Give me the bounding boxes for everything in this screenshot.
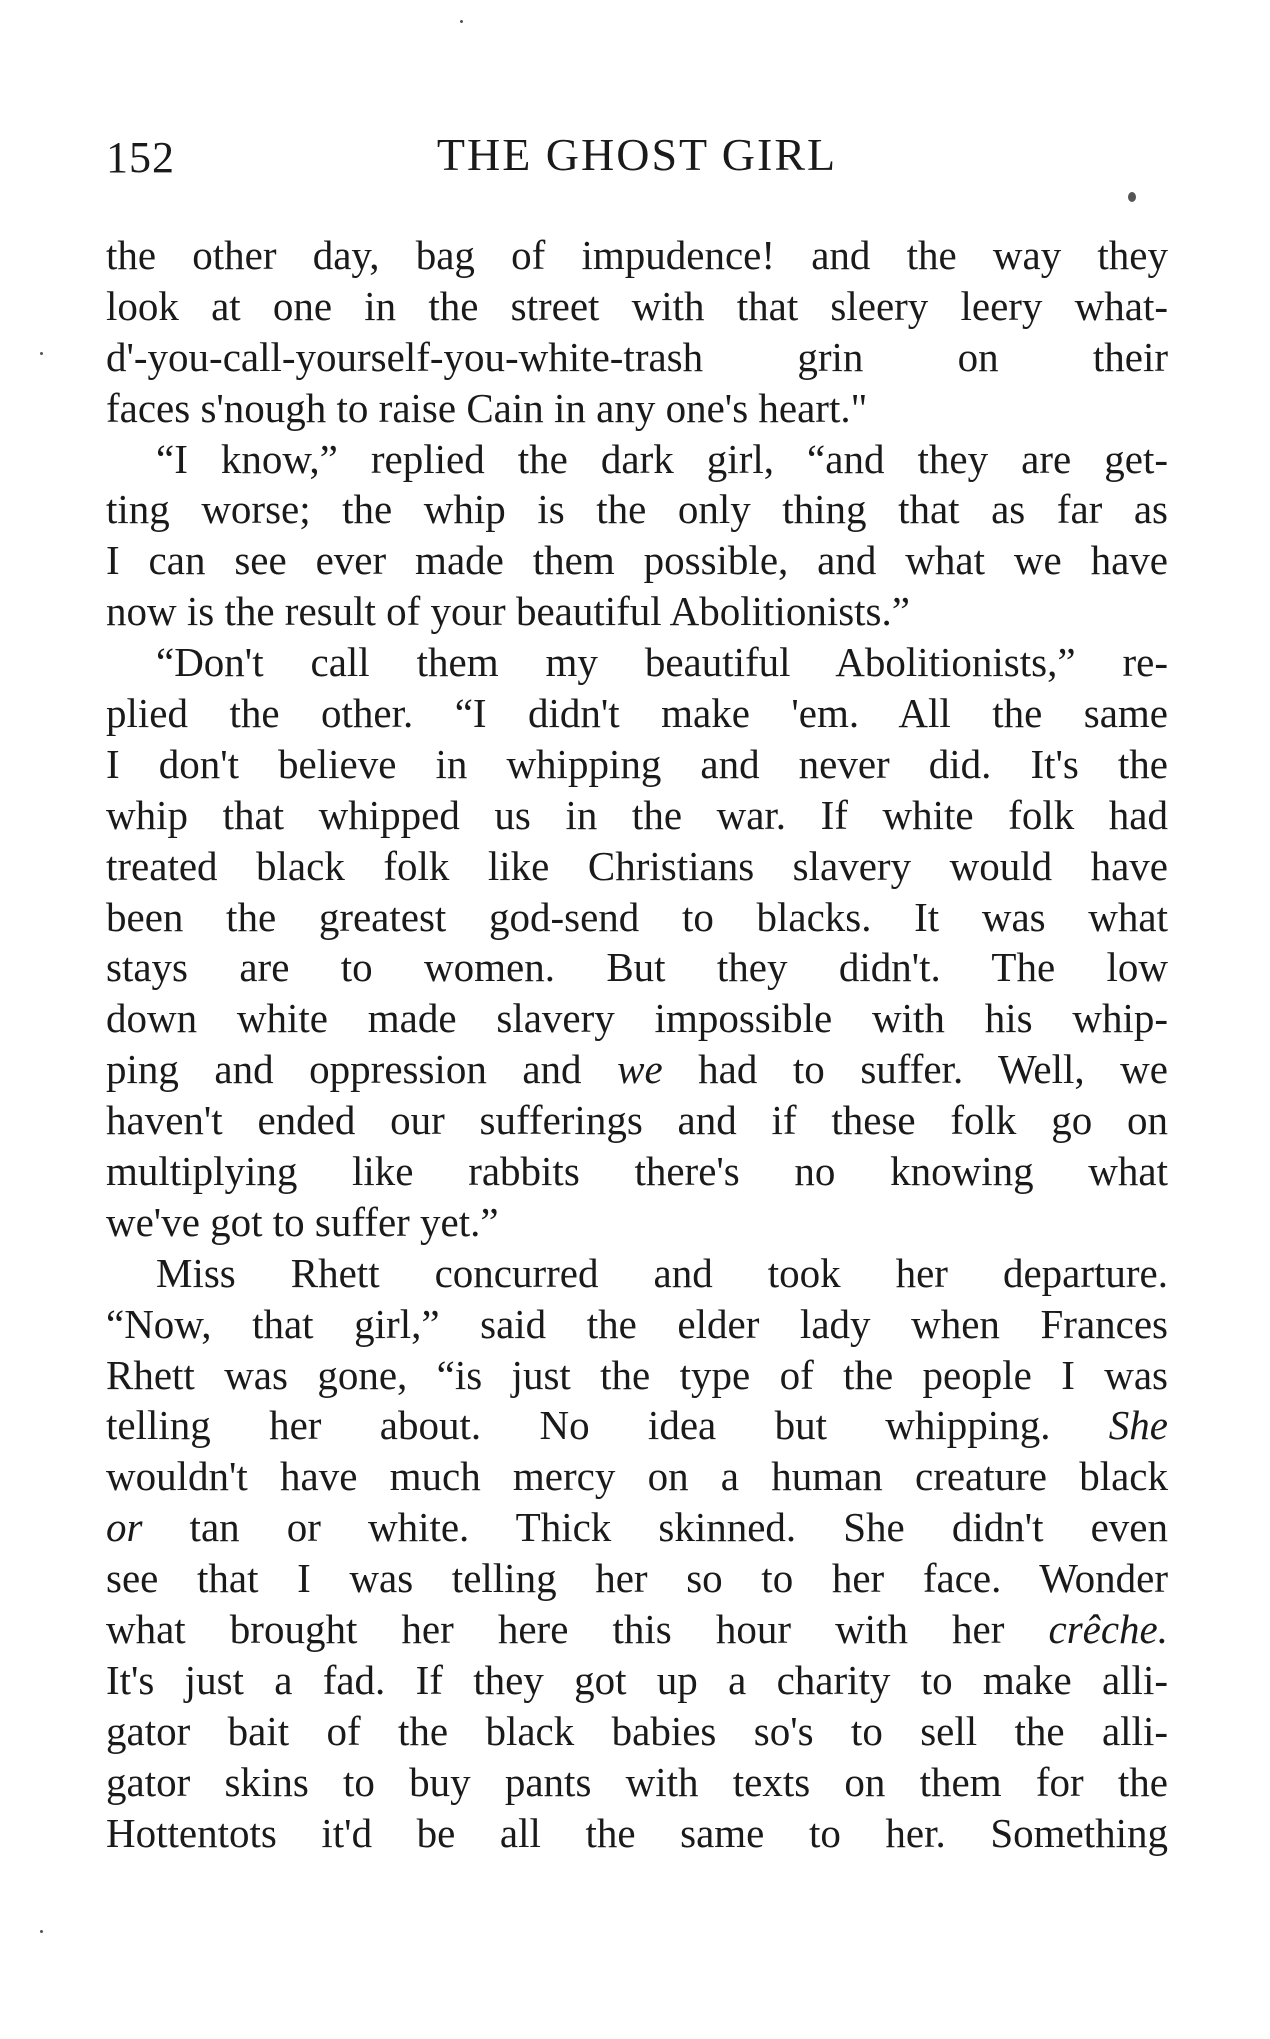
text-line: what brought her here this hour with her crêche. bbox=[106, 1606, 1168, 1653]
running-head bbox=[106, 128, 1168, 188]
text-line: multiplying like rabbits there's no knowing what bbox=[106, 1148, 1168, 1195]
emphasis: She bbox=[1108, 1402, 1168, 1449]
text-line: been the greatest god-send to blacks. It was what bbox=[106, 893, 1168, 940]
ink-speck bbox=[1128, 192, 1136, 202]
text-line: see that I was telling her so to her face. Wonder bbox=[106, 1555, 1168, 1602]
emphasis: crêche. bbox=[1048, 1606, 1168, 1653]
text-line: gator skins to buy pants with texts on them for the bbox=[106, 1758, 1168, 1805]
text-line: telling her about. No idea but whipping. She bbox=[106, 1402, 1168, 1449]
text-line: ping and oppression and we had to suffer. Well, we bbox=[106, 1046, 1168, 1093]
ink-speck bbox=[40, 1930, 43, 1933]
text-line: Rhett was gone, “is just the type of the people I was bbox=[106, 1351, 1168, 1398]
text-line: now is the result of your beautiful Abolitionists.” bbox=[106, 588, 910, 635]
text-line: Hottentots it'd be all the same to her. Something bbox=[106, 1809, 1168, 1856]
text-line: It's just a fad. If they got up a charity to make alli- bbox=[106, 1656, 1168, 1703]
text-line: look at one in the street with that sleery leery what- bbox=[106, 282, 1168, 329]
emphasis: or bbox=[106, 1504, 143, 1551]
text-line: “Now, that girl,” said the elder lady when Frances bbox=[106, 1300, 1168, 1347]
book-title: THE GHOST GIRL bbox=[436, 129, 838, 180]
text-line: I don't believe in whipping and never did. It's the bbox=[106, 740, 1168, 787]
text-line: “Don't call them my beautiful Abolitionists,” re- bbox=[156, 639, 1168, 686]
text-line: down white made slavery impossible with his whip- bbox=[106, 995, 1168, 1042]
text-line: wouldn't have much mercy on a human creature black bbox=[106, 1453, 1168, 1500]
text-line: Miss Rhett concurred and took her departure. bbox=[156, 1249, 1168, 1296]
text-line: the other day, bag of impudence! and the way they bbox=[106, 232, 1168, 278]
emphasis: we bbox=[617, 1046, 663, 1093]
text-line: I can see ever made them possible, and what we have bbox=[106, 537, 1168, 584]
text-line: or tan or white. Thick skinned. She didn't even bbox=[106, 1504, 1168, 1551]
text-line: stays are to women. But they didn't. The low bbox=[106, 944, 1168, 991]
text-line: gator bait of the black babies so's to sell the alli- bbox=[106, 1707, 1168, 1754]
text-line: whip that whipped us in the war. If white folk had bbox=[106, 791, 1168, 838]
text-line: “I know,” replied the dark girl, “and they are get- bbox=[156, 435, 1168, 482]
text-line: treated black folk like Christians slavery would have bbox=[106, 842, 1168, 889]
page-number: 152 bbox=[106, 133, 175, 182]
ink-speck bbox=[460, 20, 463, 23]
text-line: plied the other. “I didn't make 'em. All the same bbox=[106, 690, 1168, 737]
text-line: haven't ended our sufferings and if these folk go on bbox=[106, 1097, 1168, 1144]
ink-speck bbox=[40, 352, 43, 355]
text-line: ting worse; the whip is the only thing that as far as bbox=[106, 486, 1168, 533]
text-line: d'-you-call-yourself-you-white-trash grin on their bbox=[106, 333, 1168, 380]
text-line: we've got to suffer yet.” bbox=[106, 1198, 499, 1245]
body-text bbox=[106, 230, 1168, 1859]
text-line: faces s'nough to raise Cain in any one's heart." bbox=[106, 384, 868, 431]
